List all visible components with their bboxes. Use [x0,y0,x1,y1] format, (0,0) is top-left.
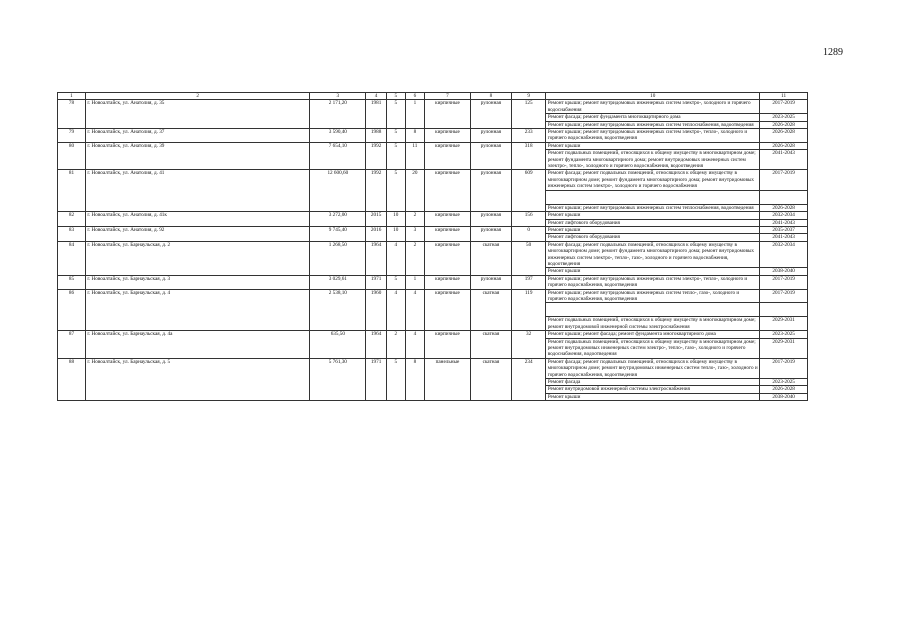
year-cell: 1964 [366,241,387,275]
table-row [58,289,808,303]
table-row [58,212,808,219]
works-description-cell: Ремонт крыши [546,226,760,233]
blank-cell [546,303,760,317]
area-cell: 12 600,60 [310,170,366,212]
works-description-cell: Ремонт подвальных помещений, относящихся к общему имуществу в многоквартирном доме; ремонт внутридомовой инженерной системы электроснабжения [546,317,760,331]
count-cell: 156 [512,212,546,227]
period-cell: 2035-2037 [760,226,808,233]
table-row [58,129,808,143]
period-cell: 2041-2043 [760,219,808,226]
works-description-cell: Ремонт крыши [546,212,760,219]
entrances-cell: 1 [405,275,425,289]
roof-type-cell: рулонная [470,212,511,227]
wall-material-cell: кирпичные [425,289,471,331]
page-number: 1289 [823,47,843,58]
period-cell: 2017-2019 [760,289,808,303]
address-cell: г. Новоалтайск, ул. Анатолия, д. 41к [85,212,309,227]
roof-type-cell: скатная [470,241,511,275]
wall-material-cell: кирпичные [425,226,471,241]
works-description-cell: Ремонт крыши; ремонт внутридомовых инженерных систем электро-, холодного и горячего водоснабжения [546,100,760,114]
row-number: 81 [58,170,86,212]
address-cell: г. Новоалтайск, ул. Анатолия, д. 39 [85,142,309,170]
column-header: 1 [58,93,86,100]
table-row [58,226,808,233]
period-cell: 2017-2019 [760,100,808,114]
row-number: 86 [58,289,86,331]
period-cell: 2026-2028 [760,129,808,143]
works-description-cell: Ремонт крыши; ремонт внутридомовых инженерных систем теплоснабжения, водоотведения [546,121,760,128]
count-cell: 32 [512,331,546,359]
wall-material-cell: кирпичные [425,275,471,289]
table-row [58,358,808,378]
floors-cell: 5 [386,129,405,143]
period-cell: 2038-2040 [760,393,808,400]
wall-material-cell: кирпичные [425,241,471,275]
period-cell: 2026-2028 [760,386,808,393]
entrances-cell: 8 [405,129,425,143]
works-description-cell: Ремонт фасада; ремонт фундамента многоквартирного дома [546,114,760,121]
period-cell: 2017-2019 [760,170,808,190]
address-cell: г. Новоалтайск, ул. Анатолия, д. 92 [85,226,309,241]
year-cell: 1988 [366,129,387,143]
period-cell: 2038-2040 [760,268,808,275]
works-description-cell: Ремонт подвальных помещений, относящихся к общему имуществу в многоквартирном доме; ремонт фундамента многоквартирного дома; ремонт внутридомовых инженерных систем электро-, тепло-, холодного и горячего водоснабжения, водоотведения [546,150,760,170]
floors-cell: 10 [386,226,405,241]
table-row [58,275,808,289]
area-cell: 3 029,61 [310,275,366,289]
floors-cell: 5 [386,142,405,170]
count-cell: 0 [512,226,546,241]
entrances-cell: 2 [405,212,425,227]
works-description-cell: Ремонт фасада; ремонт подвальных помещений, относящихся к общему имуществу в многоквартирном доме; ремонт фундамента многоквартирного дома; ремонт внутридомовых инженерных систем электро-, холодного и горячего водоснабжения [546,170,760,190]
year-cell: 1992 [366,170,387,212]
column-header: 6 [405,93,425,100]
roof-type-cell: скатная [470,331,511,359]
entrances-cell: 3 [405,226,425,241]
entrances-cell: 20 [405,170,425,212]
address-cell: г. Новоалтайск, ул. Барнаульская, д. 2 [85,241,309,275]
period-cell: 2041-2043 [760,150,808,170]
blank-cell [760,190,808,204]
floors-cell: 5 [386,275,405,289]
address-cell: г. Новоалтайск, ул. Барнаульская, д. 3 [85,275,309,289]
area-cell: 1 268,50 [310,241,366,275]
address-cell: г. Новоалтайск, ул. Барнаульская, д. 5 [85,358,309,400]
entrances-cell: 4 [405,331,425,359]
wall-material-cell: кирпичные [425,142,471,170]
roof-type-cell: рулонная [470,100,511,129]
area-cell: 2 171,20 [310,100,366,129]
row-number: 83 [58,226,86,241]
works-description-cell: Ремонт фасада; ремонт подвальных помещений, относящихся к общему имуществу в многоквартирном доме; ремонт внутридомовых инженерных систем тепло-, газо-, холодного и горячего водоснабжения, водоотведения [546,358,760,378]
works-description-cell: Ремонт крыши [546,268,760,275]
entrances-cell: 11 [405,142,425,170]
period-cell: 2026-2028 [760,142,808,149]
column-header: 11 [760,93,808,100]
roof-type-cell: рулонная [470,226,511,241]
period-cell: 2023-2025 [760,331,808,338]
wall-material-cell: кирпичные [425,212,471,227]
blank-cell [546,190,760,204]
blank-cell [760,303,808,317]
address-cell: г. Новоалтайск, ул. Барнаульская, д. 4 [85,289,309,331]
year-cell: 2016 [366,226,387,241]
period-cell: 2017-2019 [760,275,808,289]
address-cell: г. Новоалтайск, ул. Барнаульская, д. 4а [85,331,309,359]
period-cell: 2026-2028 [760,204,808,211]
wall-material-cell: кирпичные [425,170,471,212]
roof-type-cell: рулонная [470,275,511,289]
works-description-cell: Ремонт крыши; ремонт внутридомовых инженерных систем электро-, тепло-, холодного и горячего водоснабжения, водоотведения [546,129,760,143]
table-row [58,142,808,149]
wall-material-cell: кирпичные [425,100,471,129]
count-cell: 125 [512,100,546,129]
row-number: 84 [58,241,86,275]
row-number: 80 [58,142,86,170]
row-number: 85 [58,275,86,289]
column-header: 2 [85,93,309,100]
row-number: 79 [58,129,86,143]
row-number: 87 [58,331,86,359]
floors-cell: 4 [386,241,405,275]
column-header: 4 [366,93,387,100]
address-cell: г. Новоалтайск, ул. Анатолия, д. 41 [85,170,309,212]
works-description-cell: Ремонт внутридомовой инженерной системы электроснабжения [546,386,760,393]
area-cell: 5 761,30 [310,358,366,400]
year-cell: 1992 [366,142,387,170]
floors-cell: 10 [386,212,405,227]
works-description-cell: Ремонт крыши [546,142,760,149]
period-cell: 2017-2019 [760,358,808,378]
table-row [58,331,808,338]
roof-type-cell: скатная [470,358,511,400]
entrances-cell: 2 [405,241,425,275]
period-cell: 2023-2025 [760,379,808,386]
period-cell: 2026-2028 [760,121,808,128]
area-cell: 9 745,40 [310,226,366,241]
area-cell: 7 654,10 [310,142,366,170]
period-cell: 2032-2034 [760,212,808,219]
column-header: 5 [386,93,405,100]
address-cell: г. Новоалтайск, ул. Анатолия, д. 37 [85,129,309,143]
address-cell: г. Новоалтайск, ул. Анатолия, д. 35 [85,100,309,129]
works-description-cell: Ремонт фасада; ремонт подвальных помещений, относящихся к общему имуществу в многоквартирном доме; ремонт фундамента многоквартирного дома; ремонт внутридомовых инженерных систем электро-, тепло-, газо-, холодного и горячего водоснабжения, водоотведения [546,241,760,268]
row-number: 78 [58,100,86,129]
entrances-cell: 4 [405,289,425,331]
wall-material-cell: кирпичные [425,129,471,143]
area-cell: 635,50 [310,331,366,359]
works-description-cell: Ремонт крыши [546,393,760,400]
count-cell: 50 [512,241,546,275]
count-cell: 234 [512,358,546,400]
roof-type-cell: рулонная [470,170,511,212]
year-cell: 1964 [366,331,387,359]
floors-cell: 4 [386,289,405,331]
column-header: 10 [546,93,760,100]
column-header: 7 [425,93,471,100]
works-description-cell: Ремонт подвальных помещений, относящихся к общему имуществу в многоквартирном доме; ремонт внутридомовых инженерных систем электро-, тепло-, газо-, холодного и горячего водоснабжения, водоотведения [546,338,760,358]
floors-cell: 5 [386,100,405,129]
period-cell: 2029-2031 [760,338,808,358]
housing-registry-table [57,92,808,401]
wall-material-cell: кирпичные [425,331,471,359]
floors-cell: 2 [386,331,405,359]
entrances-cell: 1 [405,100,425,129]
column-header-row [58,93,808,100]
floors-cell: 5 [386,170,405,212]
year-cell: 1981 [366,100,387,129]
area-cell: 3 272,00 [310,212,366,227]
column-header: 8 [470,93,511,100]
row-number: 88 [58,358,86,400]
period-cell: 2041-2043 [760,234,808,241]
floors-cell: 5 [386,358,405,400]
works-description-cell: Ремонт крыши; ремонт внутридомовых инженерных систем электро-, тепло-, холодного и горячего водоснабжения, водоотведения [546,275,760,289]
table-row [58,170,808,190]
year-cell: 1971 [366,358,387,400]
works-description-cell: Ремонт крыши; ремонт внутридомовых инженерных систем теплоснабжения, водоотведения [546,204,760,211]
works-description-cell: Ремонт лифтового оборудования [546,219,760,226]
table-row [58,100,808,114]
works-description-cell: Ремонт лифтового оборудования [546,234,760,241]
year-cell: 1971 [366,275,387,289]
works-description-cell: Ремонт крыши; ремонт фасада; ремонт фундамента многоквартирного дома [546,331,760,338]
count-cell: 197 [512,275,546,289]
roof-type-cell: рулонная [470,129,511,143]
year-cell: 1960 [366,289,387,331]
count-cell: 318 [512,142,546,170]
count-cell: 609 [512,170,546,212]
roof-type-cell: скатная [470,289,511,331]
area-cell: 3 590,40 [310,129,366,143]
column-header: 9 [512,93,546,100]
works-description-cell: Ремонт крыши; ремонт внутридомовых инженерных систем тепло-, газо-, холодного и горячего водоснабжения, водоотведения [546,289,760,303]
roof-type-cell: рулонная [470,142,511,170]
row-number: 82 [58,212,86,227]
entrances-cell: 8 [405,358,425,400]
area-cell: 2 538,10 [310,289,366,331]
period-cell: 2023-2025 [760,114,808,121]
period-cell: 2029-2031 [760,317,808,331]
column-header: 3 [310,93,366,100]
table-row [58,241,808,268]
period-cell: 2032-2034 [760,241,808,268]
registry-body [58,93,808,401]
count-cell: 119 [512,289,546,331]
works-description-cell: Ремонт фасада [546,379,760,386]
year-cell: 2015 [366,212,387,227]
wall-material-cell: панельные [425,358,471,400]
count-cell: 233 [512,129,546,143]
